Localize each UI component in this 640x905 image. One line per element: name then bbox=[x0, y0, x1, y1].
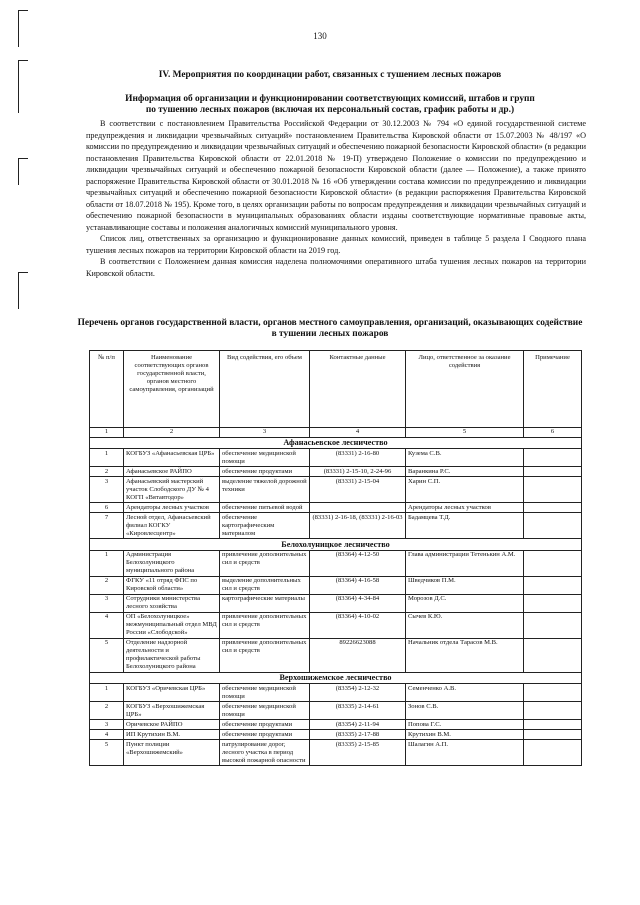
organization-name: ФГКУ «11 отряд ФПС по Кировской области» bbox=[124, 576, 220, 594]
row-number: 3 bbox=[90, 594, 124, 612]
table-row bbox=[90, 740, 582, 766]
note bbox=[524, 449, 582, 467]
note bbox=[524, 740, 582, 766]
organization-name: Пункт полиции «Верхошижемский» bbox=[124, 740, 220, 766]
organization-name: Сотрудники министерства лесного хозяйства bbox=[124, 594, 220, 612]
organization-name: КОГБУЗ «Афанасьевская ЦРБ» bbox=[124, 449, 220, 467]
assistance-type: патрулирование дорог, лесного участка в период высокой пожарной опасности bbox=[220, 740, 310, 766]
row-number: 1 bbox=[90, 684, 124, 702]
organization-name: КОГБУЗ «Оричевская ЦРБ» bbox=[124, 684, 220, 702]
paragraph-responsible-list: Список лиц, ответственных за организацию и функционирование данных комиссий, приведен в таблице 5 раздела I Сводного плана тушения лесных пожаров на территории Кировской области на 2019 год. bbox=[86, 234, 586, 255]
forestry-group-row bbox=[90, 437, 582, 449]
note bbox=[524, 477, 582, 503]
contact-info: (83331) 2-15-04 bbox=[310, 477, 406, 503]
row-number: 1 bbox=[90, 449, 124, 467]
column-number: 6 bbox=[524, 427, 582, 437]
contact-info bbox=[310, 503, 406, 513]
assistance-type: обеспечение продуктами bbox=[220, 730, 310, 740]
table-row bbox=[90, 550, 582, 576]
header-number: № п/п bbox=[90, 351, 124, 428]
info-heading-line1: Информация об организации и функционировании соответствующих комиссий, штабов и групп bbox=[125, 94, 535, 104]
header-assistance-type: Вид содействия, его объем bbox=[220, 351, 310, 428]
table-row bbox=[90, 503, 582, 513]
assistance-type: привлечение дополнительных сил и средств bbox=[220, 550, 310, 576]
column-number: 1 bbox=[90, 427, 124, 437]
row-number: 5 bbox=[90, 740, 124, 766]
forestry-name: Афанасьевское лесничество bbox=[90, 437, 582, 449]
row-number: 3 bbox=[90, 477, 124, 503]
organization-name: Оричевское РАЙПО bbox=[124, 720, 220, 730]
assistance-type: выделение тяжелой дорожной техники bbox=[220, 477, 310, 503]
assistance-type: привлечение дополнительных сил и средств bbox=[220, 612, 310, 638]
contact-info: (83331) 2-15-10, 2-24-96 bbox=[310, 467, 406, 477]
note bbox=[524, 702, 582, 720]
assistance-type: обеспечение картографическим материалом bbox=[220, 513, 310, 539]
row-number: 2 bbox=[90, 576, 124, 594]
responsible-person: Глава администрации Тетенькин А.М. bbox=[406, 550, 524, 576]
organization-name: Арендаторы лесных участков bbox=[124, 503, 220, 513]
organization-name: Отделение надзорной деятельности и профилактической работы Белохолуницкого района bbox=[124, 638, 220, 672]
assistance-type: обеспечение медицинской помощи bbox=[220, 702, 310, 720]
header-note: Примечание bbox=[524, 351, 582, 428]
table-header-row bbox=[90, 351, 582, 428]
organization-name: ИП Крутихин В.М. bbox=[124, 730, 220, 740]
header-responsible-person: Лицо, ответственное за оказание содействия bbox=[406, 351, 524, 428]
binder-hole-mark bbox=[18, 158, 28, 185]
responsible-person: Крутихин В.М. bbox=[406, 730, 524, 740]
assistance-type: картографические материалы bbox=[220, 594, 310, 612]
assistance-organizations-table bbox=[89, 350, 582, 766]
body-paragraphs bbox=[86, 118, 586, 279]
contact-info: (83335) 2-15-85 bbox=[310, 740, 406, 766]
info-heading bbox=[60, 94, 600, 116]
contact-info: (83364) 4-34-84 bbox=[310, 594, 406, 612]
table-row bbox=[90, 594, 582, 612]
contact-info: (83335) 2-17-88 bbox=[310, 730, 406, 740]
page-number: 130 bbox=[313, 31, 327, 41]
note bbox=[524, 720, 582, 730]
note bbox=[524, 467, 582, 477]
responsible-person: Кузема С.В. bbox=[406, 449, 524, 467]
responsible-person: Начальник отдела Тарасов М.В. bbox=[406, 638, 524, 672]
row-number: 1 bbox=[90, 550, 124, 576]
info-heading-line2: по тушению лесных пожаров (включая их персональный состав, график работы и др.) bbox=[145, 105, 515, 115]
responsible-person: Попова Г.С. bbox=[406, 720, 524, 730]
note bbox=[524, 576, 582, 594]
responsible-person: Шалагин А.П. bbox=[406, 740, 524, 766]
note bbox=[524, 684, 582, 702]
note bbox=[524, 513, 582, 539]
responsible-person: Бадамцева Т.Д. bbox=[406, 513, 524, 539]
binder-hole-mark bbox=[18, 10, 28, 47]
table-row bbox=[90, 612, 582, 638]
contact-info: 89226623088 bbox=[310, 638, 406, 672]
contact-info: (83364) 4-10-02 bbox=[310, 612, 406, 638]
table-row bbox=[90, 477, 582, 503]
row-number: 4 bbox=[90, 730, 124, 740]
table-row bbox=[90, 684, 582, 702]
note bbox=[524, 612, 582, 638]
assistance-type: привлечение дополнительных сил и средств bbox=[220, 638, 310, 672]
note bbox=[524, 730, 582, 740]
column-number: 3 bbox=[220, 427, 310, 437]
table-row bbox=[90, 449, 582, 467]
table-heading-line1: Перечень органов государственной власти, органов местного самоуправления, организаций, оказывающих содействие bbox=[77, 318, 583, 328]
column-number: 4 bbox=[310, 427, 406, 437]
responsible-person: Семенченко А.В. bbox=[406, 684, 524, 702]
assistance-type: обеспечение продуктами bbox=[220, 467, 310, 477]
assistance-type: обеспечение питьевой водой bbox=[220, 503, 310, 513]
binder-hole-mark bbox=[18, 272, 28, 309]
responsible-person: Сычев К.Ю. bbox=[406, 612, 524, 638]
responsible-person: Варанкина Р.С. bbox=[406, 467, 524, 477]
table-row bbox=[90, 513, 582, 539]
note bbox=[524, 638, 582, 672]
row-number: 5 bbox=[90, 638, 124, 672]
table-row bbox=[90, 467, 582, 477]
table-row bbox=[90, 720, 582, 730]
contact-info: (83364) 4-12-50 bbox=[310, 550, 406, 576]
column-number: 2 bbox=[124, 427, 220, 437]
contact-info: (83354) 2-12-32 bbox=[310, 684, 406, 702]
table-row bbox=[90, 638, 582, 672]
contact-info: (83364) 4-16-58 bbox=[310, 576, 406, 594]
contact-info: (83331) 2-16-80 bbox=[310, 449, 406, 467]
responsible-person: Шведчиков П.М. bbox=[406, 576, 524, 594]
row-number: 7 bbox=[90, 513, 124, 539]
note bbox=[524, 503, 582, 513]
row-number: 3 bbox=[90, 720, 124, 730]
forestry-name: Верхошижемское лесничество bbox=[90, 672, 582, 684]
table-row bbox=[90, 730, 582, 740]
organization-name: Афанасьевское РАЙПО bbox=[124, 467, 220, 477]
row-number: 6 bbox=[90, 503, 124, 513]
row-number: 2 bbox=[90, 467, 124, 477]
column-number-row bbox=[90, 427, 582, 437]
forestry-group-row bbox=[90, 539, 582, 551]
table-row bbox=[90, 702, 582, 720]
note bbox=[524, 550, 582, 576]
row-number: 2 bbox=[90, 702, 124, 720]
organization-name: КОГБУЗ «Верхошижемская ЦРБ» bbox=[124, 702, 220, 720]
organization-name: Администрация Белохолуницкого муниципального района bbox=[124, 550, 220, 576]
contact-info: (83331) 2-16-18, (83331) 2-16-03 bbox=[310, 513, 406, 539]
paragraph-commission-powers: В соответствии с Положением данная комиссия наделена полномочиями оперативного штаба тушения лесных пожаров на территории Кировской области. bbox=[86, 257, 586, 278]
responsible-person: Морозов Д.С. bbox=[406, 594, 524, 612]
forestry-name: Белохолуницкое лесничество bbox=[90, 539, 582, 551]
assistance-type: обеспечение медицинской помощи bbox=[220, 684, 310, 702]
forestry-group-row bbox=[90, 672, 582, 684]
organization-name: Афанасьевский мастерский участок Слободского ДУ № 4 КОГП «Вятавтодор» bbox=[124, 477, 220, 503]
table-row bbox=[90, 576, 582, 594]
table-body bbox=[90, 427, 582, 766]
paragraph-regulations: В соответствии с постановлением Правительства Российской Федерации от 30.12.2003 № 794 «О единой государственной системе предупреждения и ликвидации чрезвычайных ситуаций» постановлением Правительства Кировской области от 15.07.2003 № 48/197 «О комиссии по предупреждению и ликвидации чрезвычайных ситуаций и обеспечению пожарной безопасности Кировской области» (в редакции постановления Правительства Кировской области от 22.01.2018 № 19-П) утверждено Положение о комиссии по предупреждению и ликвидации чрезвычайных ситуаций и обеспечению пожарной безопасности Кировской области (далее — Положение), а также принято распоряжение Правительства Кировской области от 30.01.2018 № 16 «Об утверждении состава комиссии по предупреждению и ликвидации чрезвычайных ситуаций и обеспечению пожарной безопасности Кировской области» (в редакции распоряжения Правительства Кировской области от 18.07.2018 № 195). Кроме того, в целях организации работы по вопросам предупреждения и ликвидации чрезвычайных ситуаций и обеспечению пожарной безопасности в муниципальных образованиях области изданы соответствующие нормативные правовые акты, устанавливающие составы и положения аналогичных комиссий муниципального уровня. bbox=[86, 119, 586, 232]
table-heading-line2: в тушении лесных пожаров bbox=[271, 329, 389, 339]
binder-hole-mark bbox=[18, 60, 28, 113]
note bbox=[524, 594, 582, 612]
column-number: 5 bbox=[406, 427, 524, 437]
responsible-person: Харин С.П. bbox=[406, 477, 524, 503]
contact-info: (83354) 2-11-94 bbox=[310, 720, 406, 730]
responsible-person: Арендаторы лесных участков bbox=[406, 503, 524, 513]
responsible-person: Зонов С.В. bbox=[406, 702, 524, 720]
table-heading bbox=[60, 318, 600, 340]
assistance-type: выделение дополнительных сил и средств bbox=[220, 576, 310, 594]
header-organization: Наименование соответствующих органов государственной власти, органов местного самоуправления, организаций bbox=[124, 351, 220, 428]
organization-name: ОП «Белохолуницкое» межмуниципальный отдел МВД России «Слободской» bbox=[124, 612, 220, 638]
contact-info: (83335) 2-14-61 bbox=[310, 702, 406, 720]
organization-name: Лесной отдел, Афанасьевский филиал КОГКУ «Кировлесцентр» bbox=[124, 513, 220, 539]
assistance-type: обеспечение продуктами bbox=[220, 720, 310, 730]
assistance-type: обеспечение медицинской помощи bbox=[220, 449, 310, 467]
section-heading: IV. Мероприятия по координации работ, связанных с тушением лесных пожаров bbox=[158, 70, 502, 80]
header-contacts: Контактные данные bbox=[310, 351, 406, 428]
row-number: 4 bbox=[90, 612, 124, 638]
